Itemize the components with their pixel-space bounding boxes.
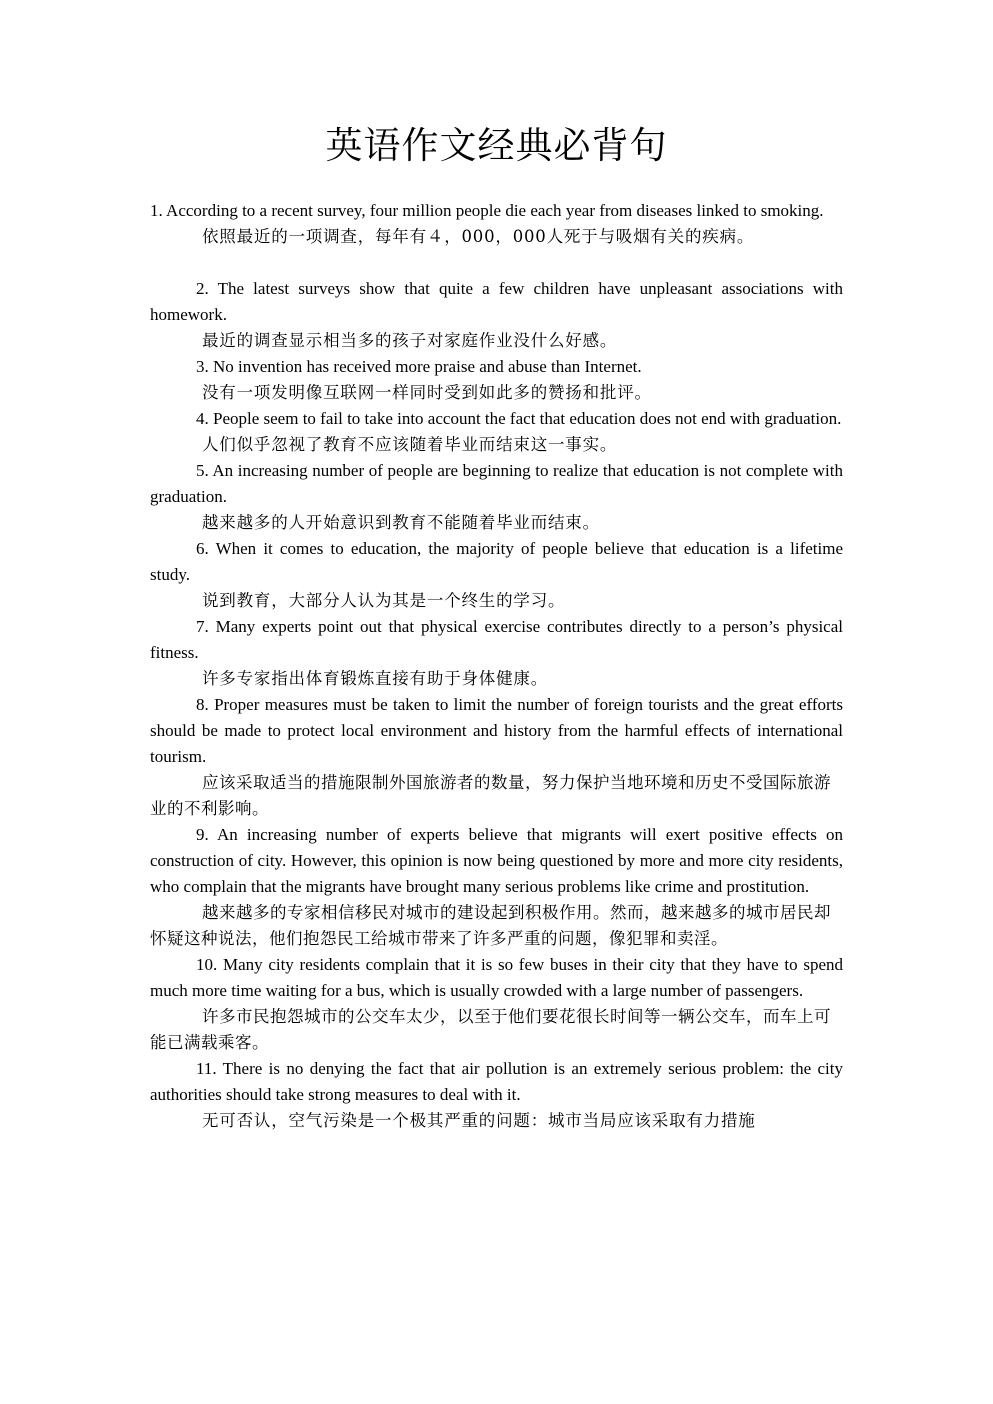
sentence-9-chinese: 越来越多的专家相信移民对城市的建设起到积极作用。然而，越来越多的城市居民却怀疑这种说法，他们抱怨民工给城市带来了许多严重的问题，像犯罪和卖淫。: [150, 903, 831, 948]
sentence-5-chinese: 越来越多的人开始意识到教育不能随着毕业而结束。: [202, 513, 600, 532]
sentence-11-english: 11. There is no denying the fact that air pollution is an extremely serious problem: the city authorities should take strong measures to deal with it.: [150, 1059, 843, 1104]
page-title: 英语作文经典必背句: [325, 124, 668, 167]
sentence-7-chinese: 许多专家指出体育锻炼直接有助于身体健康。: [202, 669, 548, 688]
paragraph-gap: [150, 250, 843, 276]
sentence-9-english: 9. An increasing number of experts believe that migrants will exert positive effects on construction of city. However, this opinion is now being questioned by more and more city residents, who complain that the migrants have brought many serious problems like crime and prostitution.: [150, 825, 843, 896]
sentence-2-chinese: 最近的调查显示相当多的孩子对家庭作业没什么好感。: [202, 331, 618, 350]
sentence-7-english: 7. Many experts point out that physical exercise contributes directly to a person’s physical fitness.: [150, 617, 843, 662]
sentence-list: [150, 198, 843, 1134]
sentence-3-english: 3. No invention has received more praise and abuse than Internet.: [196, 357, 642, 376]
sentence-10-chinese: 许多市民抱怨城市的公交车太少，以至于他们要花很长时间等一辆公交车，而车上可能已满载乘客。: [150, 1007, 831, 1052]
sentence-6-english: 6. When it comes to education, the majority of people believe that education is a lifetime study.: [150, 539, 843, 584]
sentence-2-english: 2. The latest surveys show that quite a few children have unpleasant associations with homework.: [150, 279, 843, 324]
sentence-8-english: 8. Proper measures must be taken to limit the number of foreign tourists and the great efforts should be made to protect local environment and history from the harmful effects of international tourism.: [150, 695, 843, 766]
sentence-5-english: 5. An increasing number of people are beginning to realize that education is not complete with graduation.: [150, 461, 843, 506]
sentence-10-english: 10. Many city residents complain that it is so few buses in their city that they have to spend much more time waiting for a bus, which is usually crowded with a large number of passengers.: [150, 955, 843, 1000]
sentence-1-chinese: 依照最近的一项调查，每年有４，000，000人死于与吸烟有关的疾病。: [202, 227, 755, 246]
sentence-1-english: 1. According to a recent survey, four million people die each year from diseases linked to smoking.: [150, 201, 824, 220]
sentence-8-chinese: 应该采取适当的措施限制外国旅游者的数量，努力保护当地环境和历史不受国际旅游业的不利影响。: [150, 773, 831, 818]
sentence-4-english: 4. People seem to fail to take into account the fact that education does not end with graduation.: [196, 409, 842, 428]
sentence-3-chinese: 没有一项发明像互联网一样同时受到如此多的赞扬和批评。: [202, 383, 652, 402]
sentence-6-chinese: 说到教育，大部分人认为其是一个终生的学习。: [202, 591, 566, 610]
sentence-11-chinese: 无可否认，空气污染是一个极其严重的问题：城市当局应该采取有力措施: [202, 1111, 756, 1130]
sentence-4-chinese: 人们似乎忽视了教育不应该随着毕业而结束这一事实。: [202, 435, 618, 454]
